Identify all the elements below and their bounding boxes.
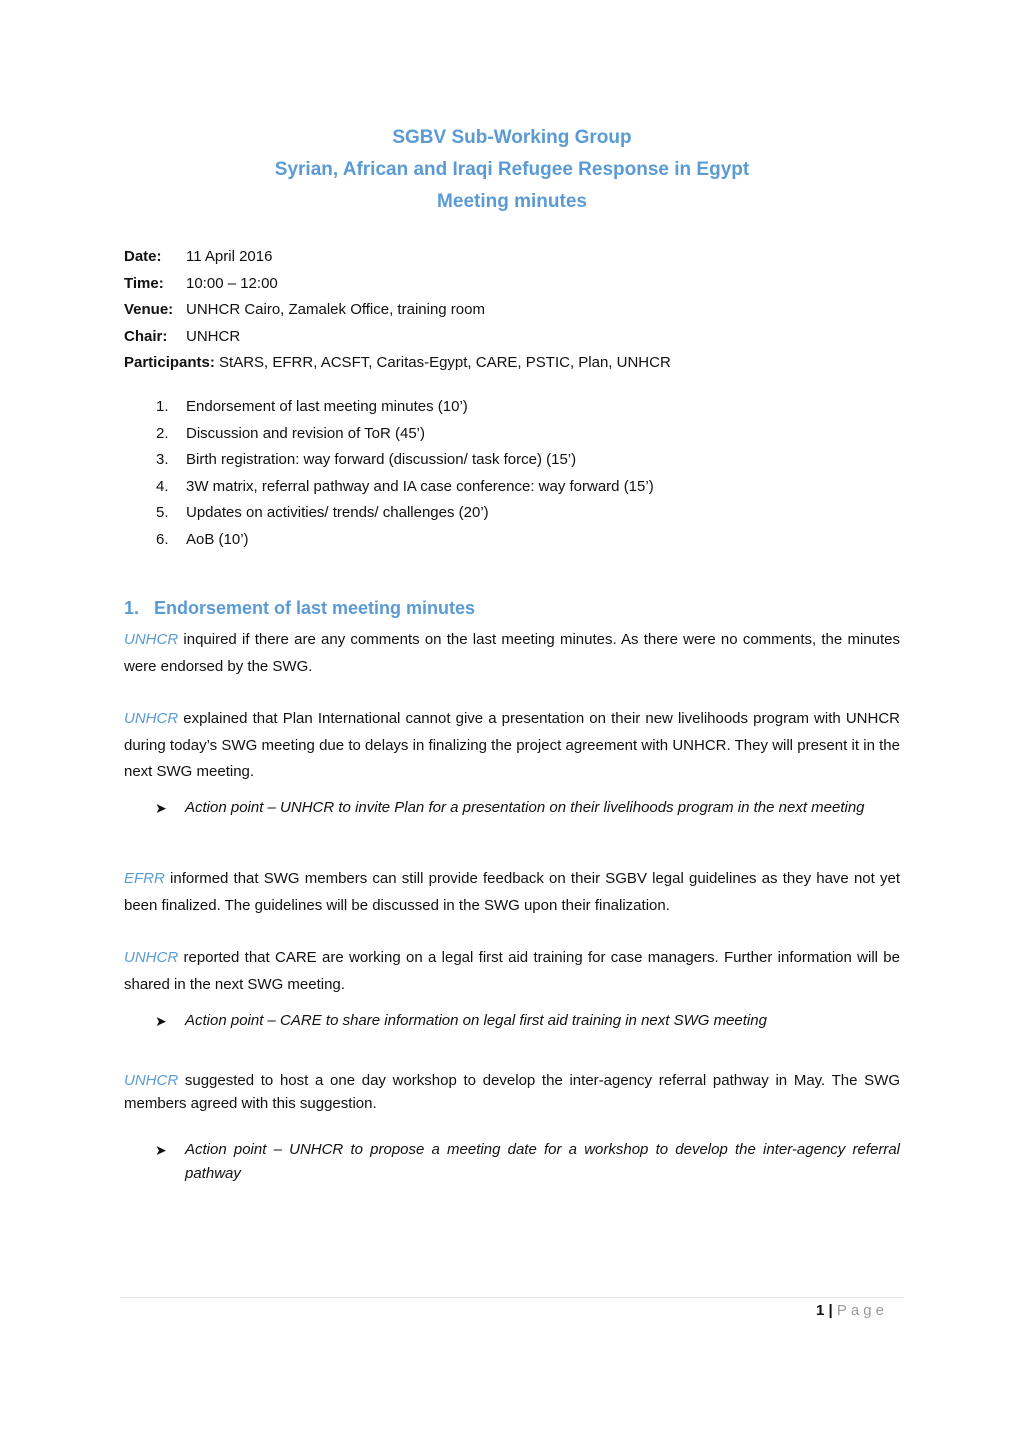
agenda-item — [124, 423, 654, 450]
paragraph-4 — [124, 945, 900, 998]
action-point-3 — [155, 1138, 900, 1186]
paragraph-1 — [124, 627, 900, 680]
agenda-item-number: 1. — [156, 398, 169, 415]
time-label: Time: — [124, 274, 164, 292]
agenda-item — [124, 502, 654, 529]
paragraph-text: inquired if there are any comments on the last meeting minutes. As there were no comments, the minutes were endorsed by the SWG. — [124, 631, 900, 675]
agenda-item — [124, 396, 654, 423]
section-number: 1. — [124, 598, 140, 618]
page-number: 1 — [816, 1302, 825, 1319]
paragraph-2 — [124, 706, 900, 786]
paragraph-5 — [124, 1069, 900, 1115]
date-label: Date: — [124, 248, 162, 265]
venue-value: UNHCR Cairo, Zamalek Office, training room — [186, 301, 485, 318]
agenda-list — [124, 396, 654, 556]
paragraph-3 — [124, 866, 900, 919]
paragraph-text: reported that CARE are working on a legal first aid training for case managers. Further information will be shared in the next SWG meeting. — [124, 949, 900, 993]
organization-name: UNHCR — [124, 710, 179, 727]
section-title: Endorsement of last meeting minutes — [154, 598, 476, 618]
paragraph-text: explained that Plan International cannot give a presentation on their new livelihoods program with UNHCR during today’s SWG meeting due to delays in finalizing the project agreement with UNHCR. They will present it in the next SWG meeting. — [124, 710, 900, 780]
venue-row — [124, 299, 671, 326]
chair-row — [124, 326, 671, 353]
page-separator: | — [828, 1302, 833, 1319]
agenda-item-number: 2. — [156, 424, 169, 442]
chair-value: UNHCR — [186, 327, 241, 345]
agenda-item-text: Discussion and revision of ToR (45’) — [186, 424, 425, 442]
agenda-item-text: AoB (10’) — [186, 530, 249, 548]
organization-name: UNHCR — [124, 949, 179, 966]
action-point-text: Action point – CARE to share information on legal first aid training in next SWG meeting — [185, 1012, 767, 1029]
title-line-1: SGBV Sub-Working Group — [392, 127, 632, 148]
action-point-text: Action point – UNHCR to propose a meeting date for a workshop to develop the inter-agency referral pathway — [185, 1141, 900, 1182]
action-point-2 — [155, 1009, 900, 1033]
page-footer — [816, 1302, 888, 1319]
agenda-item — [124, 476, 654, 503]
page-word: Page — [836, 1302, 888, 1319]
paragraph-text: informed that SWG members can still provide feedback on their SGBV legal guidelines as they have not yet been finalized. The guidelines will be discussed in the SWG upon their finalization. — [124, 870, 900, 914]
action-point-1 — [155, 796, 900, 820]
organization-name: UNHCR — [124, 631, 179, 648]
footer-divider — [120, 1297, 904, 1298]
agenda-item-number: 6. — [156, 530, 169, 548]
paragraph-text: suggested to host a one day workshop to develop the inter-agency referral pathway in May. The SWG members agreed with this suggestion. — [124, 1072, 900, 1112]
agenda-item-text: Updates on activities/ trends/ challenges (20’) — [186, 504, 489, 522]
participants-value: StARS, EFRR, ACSFT, Caritas-Egypt, CARE, PSTIC, Plan, UNHCR — [219, 354, 671, 371]
agenda-item — [124, 529, 654, 556]
agenda-item-number: 3. — [156, 451, 169, 469]
date-value: 11 April 2016 — [186, 248, 273, 265]
title-line-2: Syrian, African and Iraqi Refugee Response in Egypt — [274, 159, 750, 180]
document-header — [0, 124, 1024, 220]
title-line-3: Meeting minutes — [437, 191, 587, 212]
arrowhead-bullet-icon: ➤ — [155, 800, 167, 816]
time-row — [124, 273, 671, 300]
organization-name: EFRR — [124, 870, 165, 887]
arrowhead-bullet-icon: ➤ — [155, 1013, 167, 1029]
organization-name: UNHCR — [124, 1072, 179, 1089]
chair-label: Chair: — [124, 327, 168, 345]
participants-row — [124, 352, 671, 379]
date-row — [124, 246, 671, 273]
agenda-item-text: Endorsement of last meeting minutes (10’) — [186, 398, 468, 415]
arrowhead-bullet-icon: ➤ — [155, 1142, 167, 1158]
participants-label: Participants: — [124, 354, 215, 371]
venue-label: Venue: — [124, 301, 174, 318]
agenda-item-text: Birth registration: way forward (discussion/ task force) (15’) — [186, 451, 577, 469]
agenda-item — [124, 449, 654, 476]
action-point-text: Action point – UNHCR to invite Plan for a presentation on their livelihoods program in the next meeting — [185, 799, 865, 816]
meeting-details — [124, 246, 671, 379]
agenda-item-text: 3W matrix, referral pathway and IA case conference: way forward (15’) — [186, 477, 654, 495]
time-value: 10:00 – 12:00 — [186, 274, 278, 292]
section-heading — [124, 598, 475, 619]
agenda-item-number: 4. — [156, 477, 169, 495]
agenda-item-number: 5. — [156, 504, 169, 522]
